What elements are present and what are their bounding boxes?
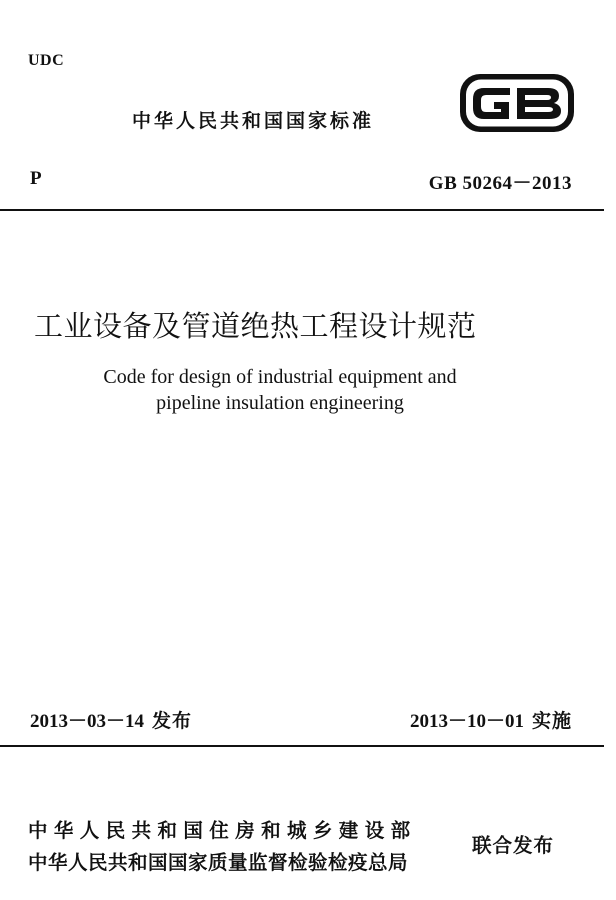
classification-code: P: [30, 168, 42, 189]
title-english: [0, 364, 560, 416]
issuer-ministry: 中华人民共和国住房和城乡建设部: [28, 819, 417, 842]
title-english-line-2: pipeline insulation engineering: [156, 392, 404, 414]
title-english-line-1: Code for design of industrial equipment and: [103, 366, 457, 388]
bottom-divider: [0, 745, 604, 747]
issue-label: 发布: [152, 710, 193, 732]
title-chinese: 工业设备及管道绝热工程设计规范: [34, 309, 477, 343]
joint-issue-label: 联合发布: [472, 834, 555, 857]
issue-date: 2013－03－14: [30, 711, 145, 732]
standard-type-heading: 中华人民共和国国家标准: [132, 110, 375, 132]
implementation-label: 实施: [531, 710, 572, 732]
issuer-administration: 中华人民共和国国家质量监督检验检疫总局: [28, 851, 409, 874]
top-divider: [0, 209, 604, 211]
standard-number: GB 50264－2013: [428, 173, 572, 194]
issue-date-block: [30, 706, 192, 733]
gb-logo-icon: [458, 72, 576, 134]
implementation-date-block: [410, 706, 572, 733]
implementation-date: 2013－10－01: [409, 711, 524, 732]
udc-label: UDC: [28, 52, 65, 69]
